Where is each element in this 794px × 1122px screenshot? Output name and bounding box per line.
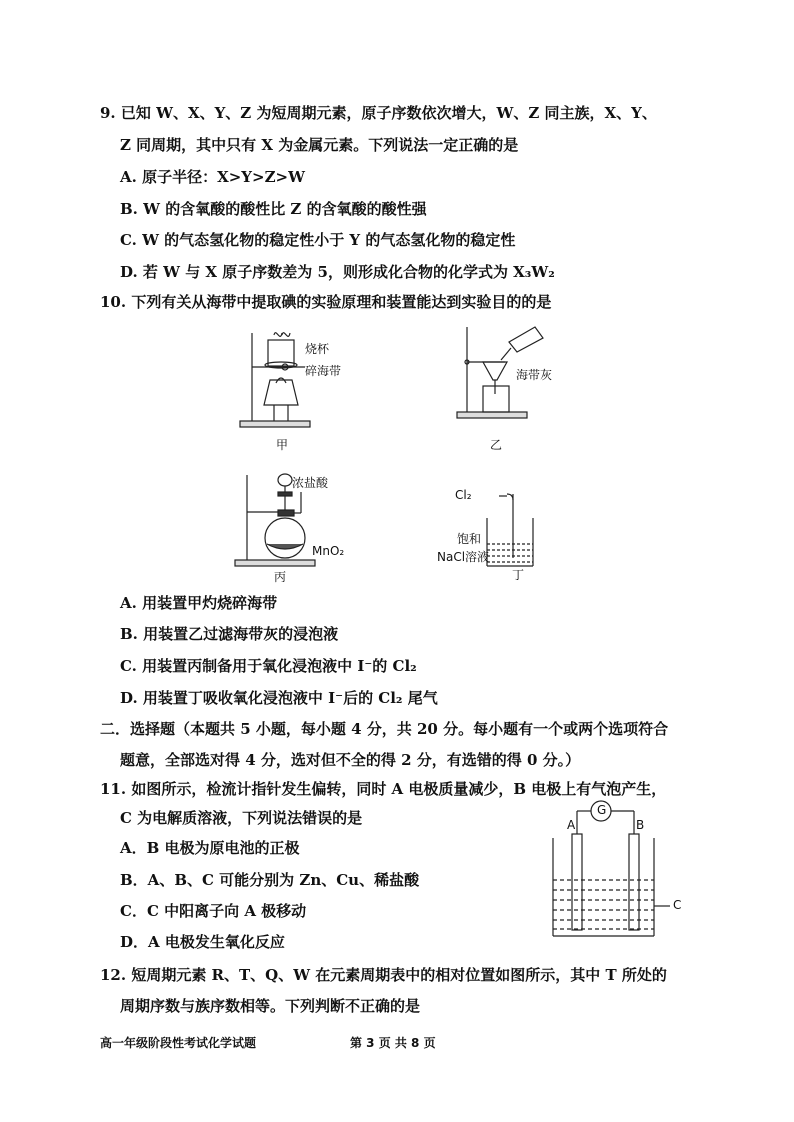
- q12-stem-line1: 12. 短周期元素 R、T、Q、W 在元素周期表中的相对位置如图所示，其中 T 所处的: [100, 966, 667, 984]
- q12-stem-line2: 周期序数与族序数相等。下列判断不正确的是: [120, 997, 421, 1015]
- footer-page-number: 第 3 页 共 8 页: [350, 1036, 436, 1050]
- q10-option-b: B. 用装置乙过滤海带灰的浸泡液: [120, 625, 339, 643]
- label-conc-hcl: 浓盐酸: [292, 476, 329, 490]
- label-nacl-solution: NaCl溶液: [437, 550, 490, 564]
- q9-option-c: C. W 的气态氢化物的稳定性小于 Y 的气态氢化物的稳定性: [120, 231, 516, 249]
- label-cl2-in: Cl₂: [455, 488, 472, 502]
- label-electrode-a: A: [567, 818, 576, 832]
- q9-option-d: D. 若 W 与 X 原子序数差为 5，则形成化合物的化学式为 X₃W₂: [120, 263, 555, 281]
- q11-option-c: C．C 中阳离子向 A 极移动: [120, 902, 307, 920]
- label-bing: 丙: [274, 570, 287, 584]
- section2-heading-line1: 二．选择题（本题共 5 小题，每小题 4 分，共 20 分。每小题有一个或两个选项符合: [100, 720, 669, 738]
- apparatus-ding-figure: [485, 488, 565, 568]
- q9-stem-line2: Z 同周期，其中只有 X 为金属元素。下列说法一定正确的是: [120, 136, 519, 154]
- label-yi: 乙: [490, 438, 503, 452]
- q9-stem-line1: 9. 已知 W、X、Y、Z 为短周期元素，原子序数依次增大，W、Z 同主族，X、Y、: [100, 104, 657, 122]
- q10-stem: 10. 下列有关从海带中提取碘的实验原理和装置能达到实验目的的是: [100, 293, 552, 311]
- label-mno2: MnO₂: [312, 544, 345, 558]
- label-jia: 甲: [276, 438, 289, 452]
- q9-option-a: A. 原子半径：X>Y>Z>W: [120, 168, 305, 186]
- label-beaker: 烧杯: [305, 342, 330, 356]
- q9-option-b: B. W 的含氧酸的酸性比 Z 的含氧酸的酸性强: [120, 200, 427, 218]
- q11-stem-line2: C 为电解质溶液，下列说法错误的是: [120, 809, 363, 827]
- q10-option-d: D. 用装置丁吸收氧化浸泡液中 I⁻后的 Cl₂ 尾气: [120, 689, 438, 707]
- label-saturated: 饱和: [457, 532, 482, 546]
- q11-stem-line1: 11. 如图所示，检流计指针发生偏转，同时 A 电极质量减少，B 电极上有气泡产生，: [100, 780, 667, 798]
- label-galvanometer: G: [597, 803, 607, 817]
- label-electrode-b: B: [636, 818, 645, 832]
- label-seaweed: 碎海带: [305, 364, 342, 378]
- q11-option-d: D．A 电极发生氧化反应: [120, 933, 285, 951]
- q10-option-c: C. 用装置丙制备用于氧化浸泡液中 I⁻的 Cl₂: [120, 657, 417, 675]
- label-ding: 丁: [512, 568, 525, 582]
- section2-heading-line2: 题意，全部选对得 4 分，选对但不全的得 2 分，有选错的得 0 分。）: [120, 751, 581, 769]
- q10-option-a: A. 用装置甲灼烧碎海带: [120, 594, 278, 612]
- q11-option-b: B．A、B、C 可能分别为 Zn、Cu、稀盐酸: [120, 871, 420, 889]
- label-electrolyte-c: C: [673, 898, 682, 912]
- label-seaweed-ash: 海带灰: [516, 368, 553, 382]
- q11-option-a: A．B 电极为原电池的正极: [120, 839, 300, 857]
- footer-exam-title: 高一年级阶段性考试化学试题: [100, 1036, 257, 1050]
